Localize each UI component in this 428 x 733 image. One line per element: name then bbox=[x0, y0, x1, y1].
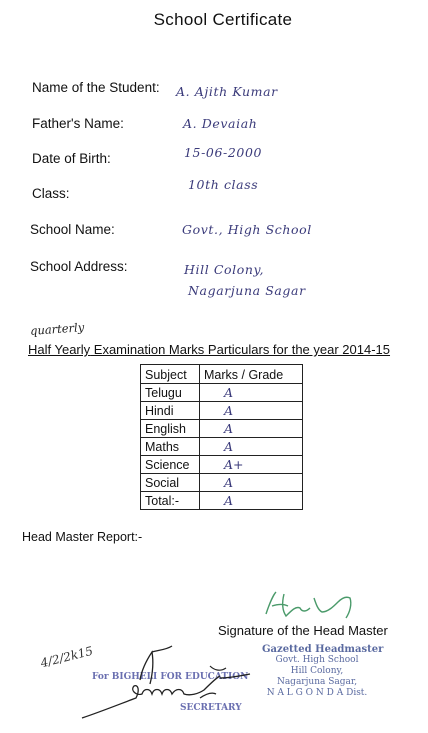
stamp-line: Nagarjuna Sagar, bbox=[276, 677, 358, 687]
subject-cell: Maths bbox=[141, 438, 200, 456]
school-address-line2: Nagarjuna Sagar bbox=[188, 283, 306, 298]
father-name-value: A. Devaiah bbox=[183, 116, 258, 131]
student-name-value: A. Ajith Kumar bbox=[176, 84, 278, 99]
table-row bbox=[141, 474, 303, 492]
subject-cell: Social bbox=[141, 474, 200, 492]
subject-cell: English bbox=[141, 420, 200, 438]
subject-cell: Telugu bbox=[141, 384, 200, 402]
marks-heading-text: Examination Marks Particulars for the year 2014-15 bbox=[90, 342, 391, 357]
grade-cell: A bbox=[200, 492, 303, 510]
dob-value: 15-06-2000 bbox=[184, 145, 263, 160]
school-name-label: School Name: bbox=[30, 222, 115, 237]
header-marks: Marks / Grade bbox=[200, 365, 303, 384]
grade-cell: A bbox=[200, 420, 303, 438]
subject-cell: Hindi bbox=[141, 402, 200, 420]
subject-cell: Science bbox=[141, 456, 200, 474]
stamp-line: Govt. High School bbox=[275, 655, 359, 665]
subject-cell: Total:- bbox=[141, 492, 200, 510]
grade-cell: A bbox=[200, 438, 303, 456]
table-row bbox=[141, 492, 303, 510]
grade-cell: A bbox=[200, 402, 303, 420]
table-row bbox=[141, 438, 303, 456]
table-row bbox=[141, 420, 303, 438]
head-master-report-label: Head Master Report:- bbox=[22, 530, 143, 544]
marks-heading bbox=[28, 342, 390, 357]
school-address-label: School Address: bbox=[30, 259, 128, 274]
document-title: School Certificate bbox=[153, 10, 293, 29]
secretary-signature bbox=[80, 638, 280, 724]
student-name-label: Name of the Student: bbox=[32, 80, 160, 95]
father-name-label: Father's Name: bbox=[32, 116, 124, 131]
headmaster-signature bbox=[262, 588, 372, 622]
school-address-line1: Hill Colony, bbox=[184, 262, 265, 277]
grade-cell: A+ bbox=[200, 456, 303, 474]
stamp-line: For BIGHELI FOR EDUCATION bbox=[92, 672, 249, 682]
grade-cell: A bbox=[200, 474, 303, 492]
dob-label: Date of Birth: bbox=[32, 151, 111, 166]
table-header-row bbox=[141, 365, 303, 384]
table-row bbox=[141, 384, 303, 402]
school-name-value: Govt., High School bbox=[182, 222, 312, 237]
marks-table bbox=[140, 364, 303, 510]
stamp-line: N A L G O N D A Dist. bbox=[266, 688, 368, 698]
handwritten-date: 4/2/2k15 bbox=[39, 643, 95, 671]
header-subject: Subject bbox=[141, 365, 200, 384]
class-value: 10th class bbox=[188, 177, 259, 192]
table-row bbox=[141, 402, 303, 420]
signature-label: Signature of the Head Master bbox=[218, 623, 388, 638]
stamp-line: Gazetted Headmaster bbox=[262, 644, 384, 655]
quarterly-correction: quarterly bbox=[29, 320, 85, 338]
table-row bbox=[141, 456, 303, 474]
stamp-line: SECRETARY bbox=[180, 703, 242, 713]
struck-exam-type: Half Yearly bbox=[28, 342, 91, 357]
class-label: Class: bbox=[32, 186, 70, 201]
grade-cell: A bbox=[200, 384, 303, 402]
stamp-line: Hill Colony, bbox=[290, 666, 344, 676]
